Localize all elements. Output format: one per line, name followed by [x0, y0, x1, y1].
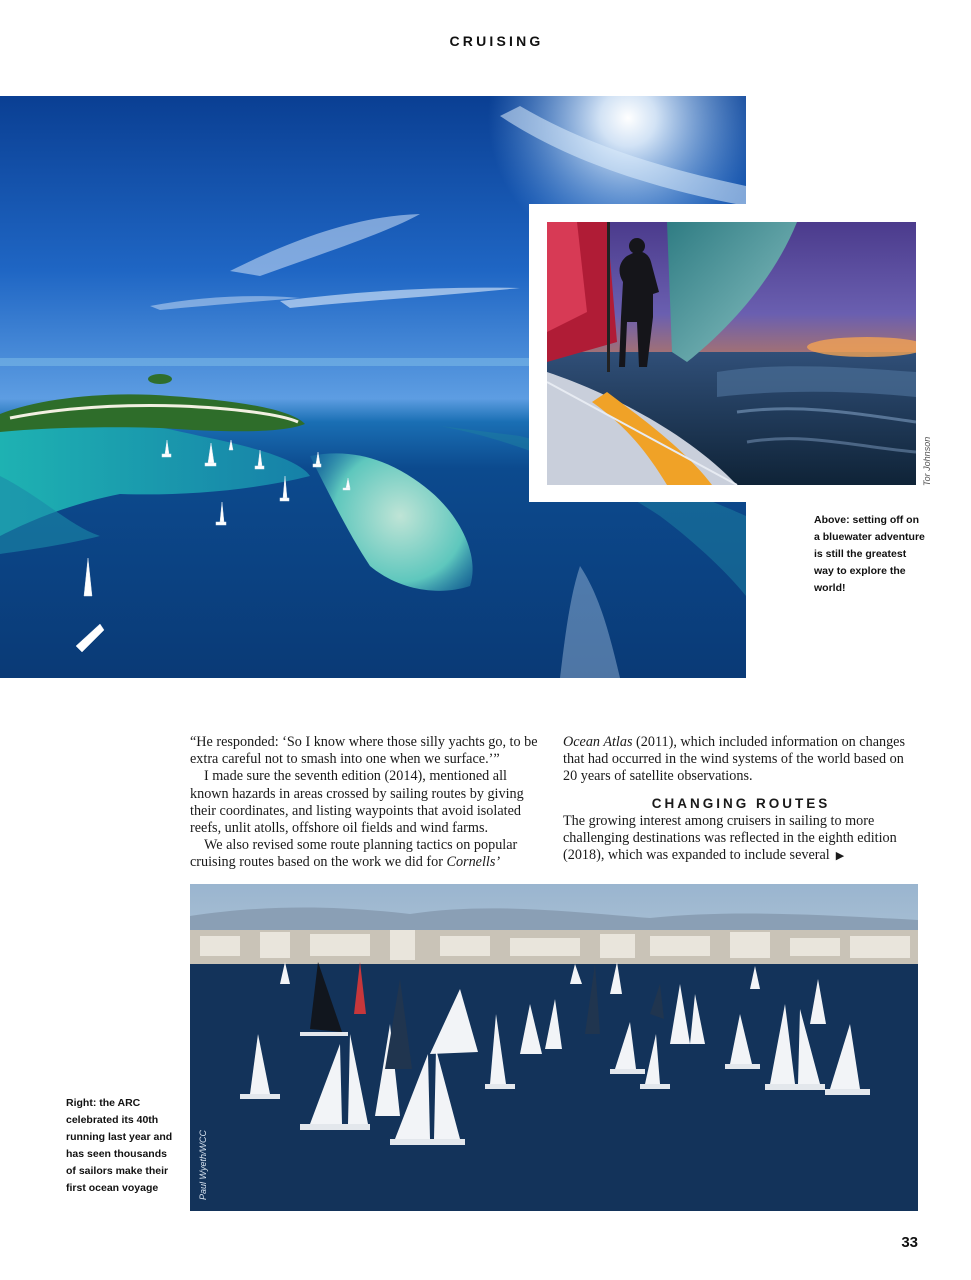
caption-right: Right: the ARC celebrated its 40th running last year and has seen thousands of sailors make their first ocean voyage: [66, 1097, 173, 1194]
paragraph: [190, 837, 546, 871]
page-number: 33: [901, 1234, 918, 1251]
paragraph: [563, 734, 919, 786]
inset-sailing-illustration: [547, 222, 916, 485]
subheading: CHANGING ROUTES: [651, 795, 831, 811]
article-column-left: [190, 734, 546, 872]
right-triangle-arrow-icon: ▶: [835, 850, 845, 863]
paragraph: [563, 813, 919, 866]
inset-sailing-photo: [547, 222, 916, 485]
photo-credit-inset: Tor Johnson: [922, 436, 932, 486]
paragraph-text: (2011), which included information on changes that had occurred in the wind systems of the world based on 20 years of satellite observations.: [563, 734, 905, 785]
section-header: CRUISING: [449, 33, 544, 49]
harbour-fleet-photo: [190, 884, 918, 1211]
caption-above: Above: setting off on a bluewater adventure is still the greatest way to explore the world!: [814, 514, 925, 594]
paragraph: I made sure the seventh edition (2014), mentioned all known hazards in areas crossed by sailing routes by giving their coordinates, and listing waypoints that avoid isolated reefs, unlit atolls, offshore oil fields and wind farms.: [190, 768, 524, 837]
book-title: Cornells’: [446, 854, 501, 871]
paragraph-text: We also revised some route planning tactics on popular cruising routes based on the work we did for: [190, 837, 518, 871]
book-title: Ocean Atlas: [563, 734, 633, 750]
article-column-right: [563, 734, 919, 865]
harbour-fleet-illustration: [190, 884, 918, 1211]
paragraph: “He responded: ‘So I know where those silly yachts go, to be extra careful not to smash into one when we surface.’”: [190, 734, 538, 768]
paragraph-text: The growing interest among cruisers in sailing to more challenging destinations was reflected in the eighth edition (2018), which was expanded to include several: [563, 812, 897, 864]
photo-credit-harbour: Paul Wyeth/WCC: [198, 1129, 208, 1200]
